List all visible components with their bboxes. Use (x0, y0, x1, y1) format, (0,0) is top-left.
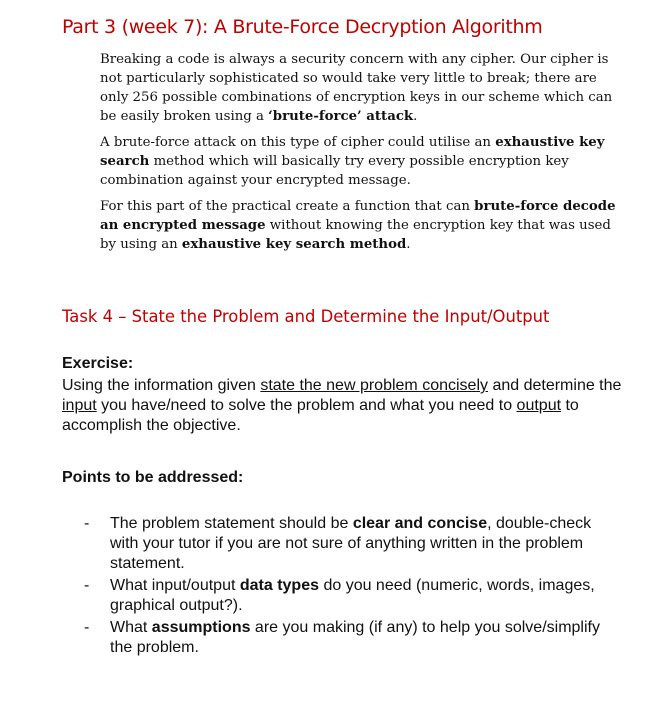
exercise-underline-output: output (516, 397, 562, 414)
intro-p2-bold: exhaustive key search (100, 135, 605, 169)
list-item (84, 618, 624, 658)
exercise-text-3: you have/need to solve the problem and what you need to (96, 397, 517, 414)
intro-p3-bold-2: exhaustive key search method (181, 237, 407, 252)
list-item (84, 576, 624, 616)
intro-p2-text-end: method which will basically try every possible encryption key combination against your encrypted message. (100, 154, 569, 188)
exercise-body (62, 376, 632, 436)
point-text-end: are you making (if any) to help you solve/simplify the problem. (110, 619, 600, 656)
intro-paragraph-2 (100, 133, 625, 190)
exercise-text-1: Using the information given (62, 377, 261, 394)
bullet-dash: - (84, 515, 90, 532)
intro-p1-text-end: . (413, 109, 418, 124)
points-heading: Points to be addressed: (62, 469, 244, 486)
bullet-dash: - (84, 577, 90, 594)
exercise-text-4: to accomplish the objective. (62, 397, 579, 434)
intro-paragraph-1 (100, 50, 625, 126)
intro-p1-bold: ‘brute-force’ attack (268, 109, 414, 124)
points-list (84, 514, 624, 660)
point-text: What (110, 619, 152, 636)
exercise-underline-problem: state the new problem concisely (260, 377, 488, 394)
point-text-end: do you need (numeric, words, images, graphical output?). (110, 577, 595, 614)
point-text: What input/output (110, 577, 240, 594)
intro-p3-text-mid: without knowing the encryption key that was used by using an (100, 218, 611, 252)
exercise-text-2: and determine the (488, 377, 622, 394)
intro-p3-text: For this part of the practical create a function that can (100, 199, 475, 214)
intro-p2-text: A brute-force attack on this type of cipher could utilise an (100, 135, 496, 150)
point-text: The problem statement should be (110, 515, 353, 532)
task-title: Task 4 – State the Problem and Determine the Input/Output (62, 307, 550, 326)
exercise-underline-input: input (62, 397, 97, 414)
list-item (84, 514, 624, 574)
intro-p3-bold: brute-force decode an encrypted message (100, 199, 616, 233)
point-bold: assumptions (151, 619, 251, 636)
intro-p1-text: Breaking a code is always a security concern with any cipher. Our cipher is not particularly sophisticated so would take very little to break; there are only 256 possible combinations of encryption keys in our scheme which can be easily broken using a (100, 52, 613, 124)
exercise-heading: Exercise: (62, 355, 134, 372)
bullet-dash: - (84, 619, 90, 636)
intro-p3-text-end: . (406, 237, 411, 252)
point-bold: data types (239, 577, 319, 594)
intro-section (100, 50, 625, 261)
point-text-end: , double-check with your tutor if you are not sure of anything written in the problem statement. (110, 515, 592, 572)
intro-paragraph-3 (100, 197, 625, 254)
part-title: Part 3 (week 7): A Brute-Force Decryption Algorithm (62, 16, 543, 38)
point-bold: clear and concise (352, 515, 488, 532)
